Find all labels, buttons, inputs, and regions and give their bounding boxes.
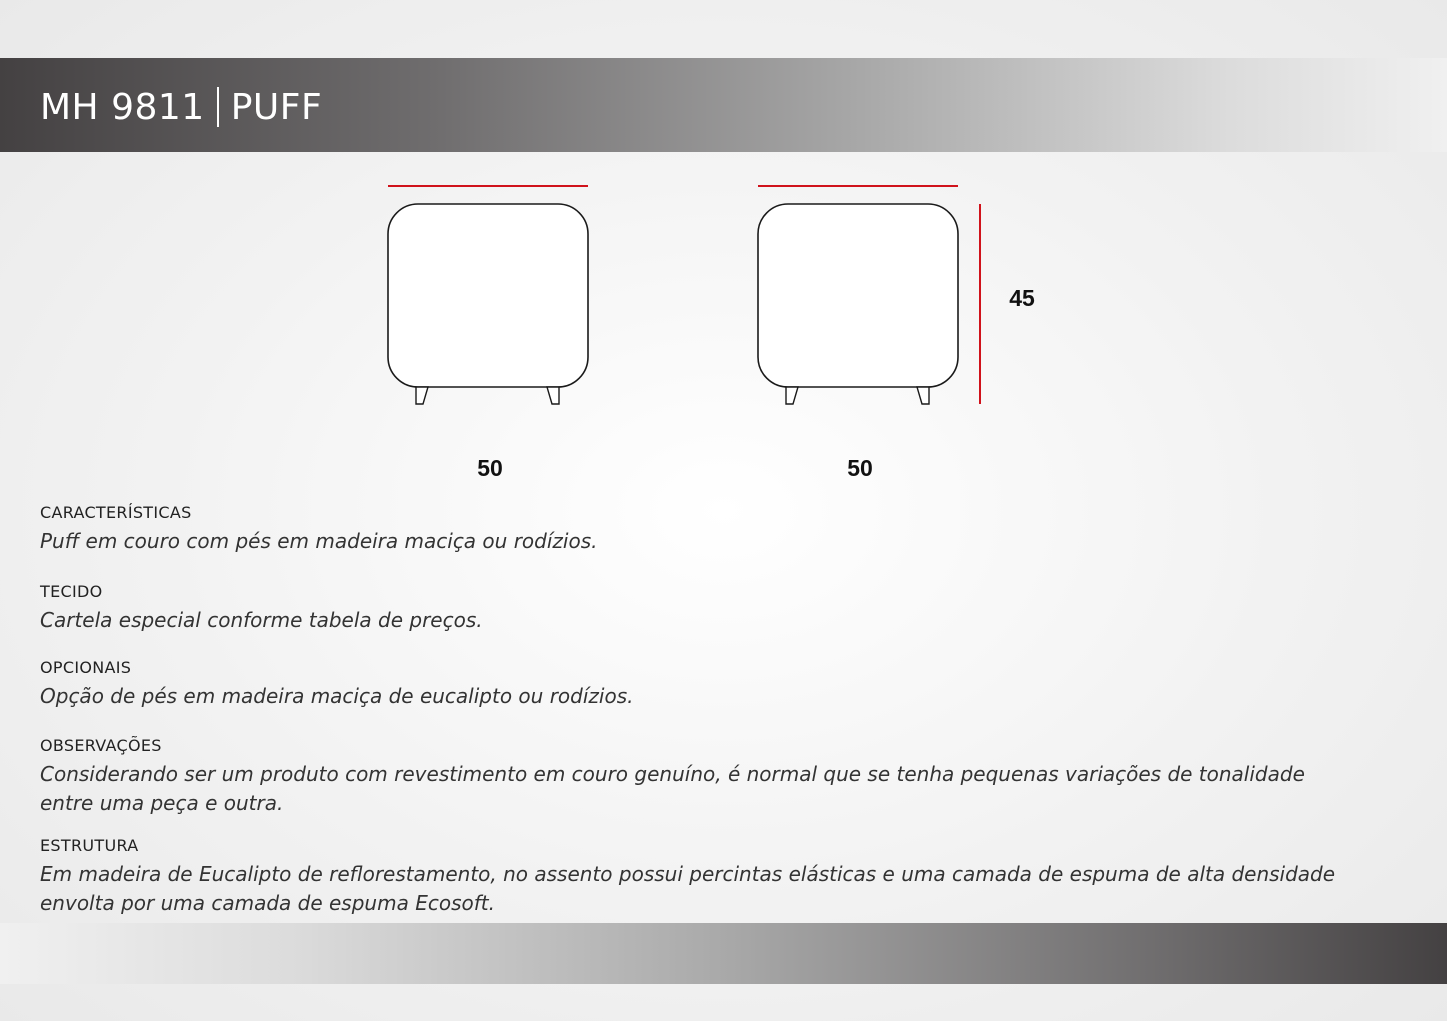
section-tecido <box>40 582 1340 635</box>
section-text: Em madeira de Eucalipto de reflorestamento, no assento possui percintas elásticas e uma camada de espuma de alta densidade envolta por uma camada de espuma Ecosoft. <box>40 862 1336 915</box>
section-text: Puff em couro com pés em madeira maciça ou rodízios. <box>40 529 598 553</box>
section-text: Cartela especial conforme tabela de preços. <box>40 608 483 632</box>
section-heading: OPCIONAIS <box>40 658 132 677</box>
front-view-drawing <box>380 178 600 413</box>
side-puff-body <box>758 204 958 387</box>
side-view-drawing <box>750 178 990 413</box>
section-heading: CARACTERÍSTICAS <box>40 503 192 522</box>
footer-band <box>0 923 1447 984</box>
title-separator <box>217 87 219 127</box>
front-width-label: 50 <box>477 455 503 481</box>
side-width-label: 50 <box>847 455 873 481</box>
page-title <box>40 86 322 130</box>
side-right-leg <box>917 387 929 404</box>
front-left-leg <box>416 387 428 404</box>
section-opcionais <box>40 658 1340 711</box>
section-estrutura <box>40 836 1340 918</box>
side-left-leg <box>786 387 798 404</box>
section-text: Considerando ser um produto com revestimento em couro genuíno, é normal que se tenha pequenas variações de tonalidade entre uma peça e outra. <box>40 762 1305 815</box>
section-heading: OBSERVAÇÕES <box>40 736 162 755</box>
front-puff-body <box>388 204 588 387</box>
product-code: MH 9811 <box>40 87 205 128</box>
front-right-leg <box>547 387 559 404</box>
section-text: Opção de pés em madeira maciça de eucalipto ou rodízios. <box>40 684 634 708</box>
product-name: PUFF <box>230 87 323 128</box>
section-observacoes <box>40 736 1340 818</box>
section-heading: ESTRUTURA <box>40 836 139 855</box>
height-label: 45 <box>1009 285 1035 311</box>
section-heading: TECIDO <box>40 582 103 601</box>
section-caracteristicas <box>40 503 1340 556</box>
